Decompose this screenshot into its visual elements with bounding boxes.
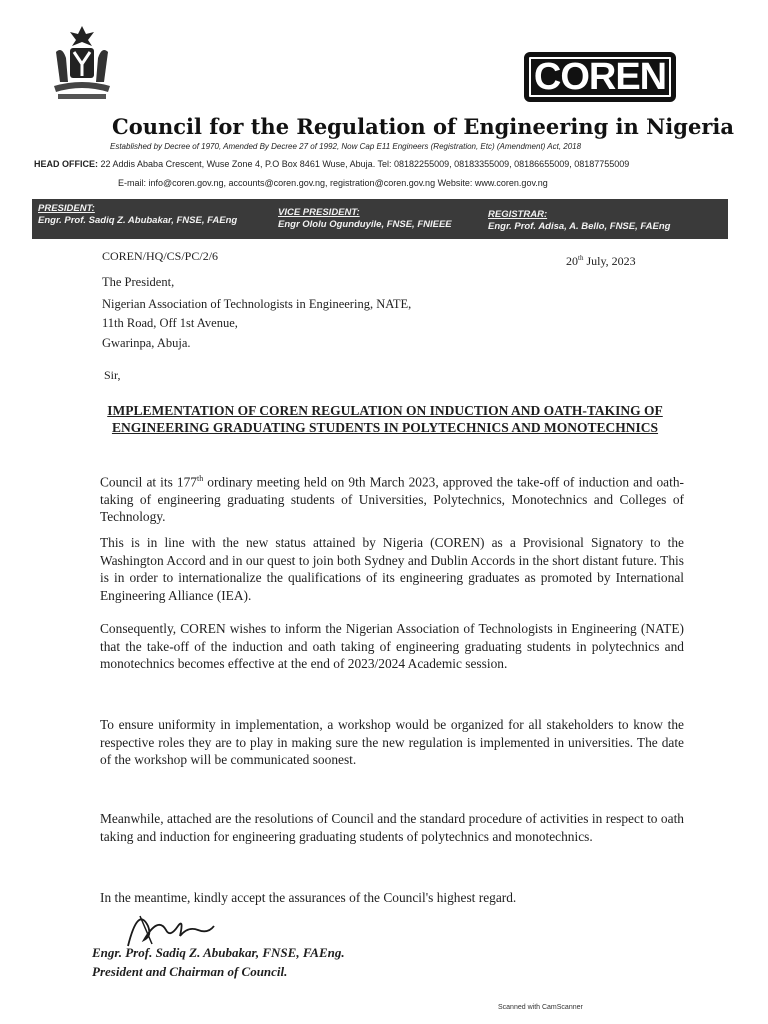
date-day: 20 (566, 254, 578, 268)
registrar-block (488, 209, 670, 233)
coren-logo: COREN (524, 52, 676, 102)
letter-date (566, 254, 636, 269)
subject-text: IMPLEMENTATION OF COREN REGULATION ON INDUCTION AND OATH-TAKING OF ENGINEERING GRADUATING STUDENTS IN POLYTECHNICS AND MONOTECHNICS (107, 403, 663, 435)
para1-start: Council at its 177 (100, 474, 197, 490)
body-paragraph: To ensure uniformity in implementation, a workshop would be organized for all stakeholders to know the respective roles they are to play in making sure the new regulation is implemented in universities. The date of the workshop will be communicated soonest. (100, 717, 684, 767)
scanner-watermark: Scanned with CamScanner (498, 1004, 583, 1011)
address-line: Gwarinpa, Abuja. (102, 336, 191, 350)
registrar-name: Engr. Prof. Adisa, A. Bello, FNSE, FAEng (488, 221, 671, 232)
body-paragraph: This is in line with the new status attained by Nigeria (COREN) as a Provisional Signatory to the Washington Accord and in our quest to join both Sydney and Dublin Accords in the short distant future. This is in order to internationalize the qualifications of its engineering graduates as promoted by International Engineering Alliance (IEA). (100, 535, 684, 603)
contact-email-line: E-mail: info@coren.gov.ng, accounts@coren.gov.ng, registration@coren.gov.ng Website: www.coren.gov.ng (118, 178, 548, 188)
date-suffix: th (578, 254, 584, 262)
president-name: Engr. Prof. Sadiq Z. Abubakar, FNSE, FAEng (38, 215, 238, 226)
salutation: Sir, (104, 368, 121, 382)
nigeria-coat-of-arms-icon (48, 22, 116, 102)
president-block (38, 203, 237, 227)
signatory-title: President and Chairman of Council. (92, 964, 288, 979)
address-line: The President, (102, 275, 175, 289)
body-paragraph (100, 470, 684, 526)
officers-bar (32, 199, 728, 239)
address-line: Nigerian Association of Technologists in Engineering, NATE, (102, 297, 412, 311)
address-line: 11th Road, Off 1st Avenue, (102, 316, 238, 330)
para1-superscript: th (196, 474, 204, 483)
body-paragraph: Meanwhile, attached are the resolutions of Council and the standard procedure of activities in respect to oath taking and induction for engineering graduating students of polytechnics and monotechnics. (100, 811, 684, 844)
registrar-role: REGISTRAR: (488, 209, 548, 220)
para1-end: ordinary meeting held on 9th March 2023, approved the take-off of induction and oath-taking of engineering graduating students of Universities, Polytechnics, Monotechnics and Colleges of Technology. (100, 474, 684, 525)
council-title: Council for the Regulation of Engineering in Nigeria (112, 114, 734, 139)
head-office-label: HEAD OFFICE: (34, 159, 98, 169)
date-rest: July, 2023 (583, 254, 636, 268)
vice-president-block (278, 207, 452, 231)
closing-line: In the meantime, kindly accept the assurances of the Council's highest regard. (100, 890, 517, 905)
head-office-line (34, 159, 714, 169)
signatory-name: Engr. Prof. Sadiq Z. Abubakar, FNSE, FAEng. (92, 945, 345, 960)
president-role: PRESIDENT: (38, 203, 95, 214)
establishment-line: Established by Decree of 1970, Amended By Decree 27 of 1992, Now Cap E11 Engineers (Registration, Etc) (Amendment) Act, 2018 (110, 142, 582, 151)
letter-subject (100, 402, 670, 436)
reference-number: COREN/HQ/CS/PC/2/6 (102, 249, 219, 263)
vice-president-role: VICE PRESIDENT: (278, 207, 360, 218)
vice-president-name: Engr Ololu Ogunduyile, FNSE, FNIEEE (278, 219, 452, 230)
head-office-address: 22 Addis Ababa Crescent, Wuse Zone 4, P.O Box 8461 Wuse, Abuja. Tel: 08182255009, 08183355009, 08186655009, 08187755009 (100, 159, 630, 169)
body-paragraph: Consequently, COREN wishes to inform the Nigerian Association of Technologists in Engineering (NATE) that the take-off of the induction and oath taking of engineering graduating students in polytechnics and monotechnics becomes effective at the end of 2023/2024 Academic session. (100, 621, 684, 671)
